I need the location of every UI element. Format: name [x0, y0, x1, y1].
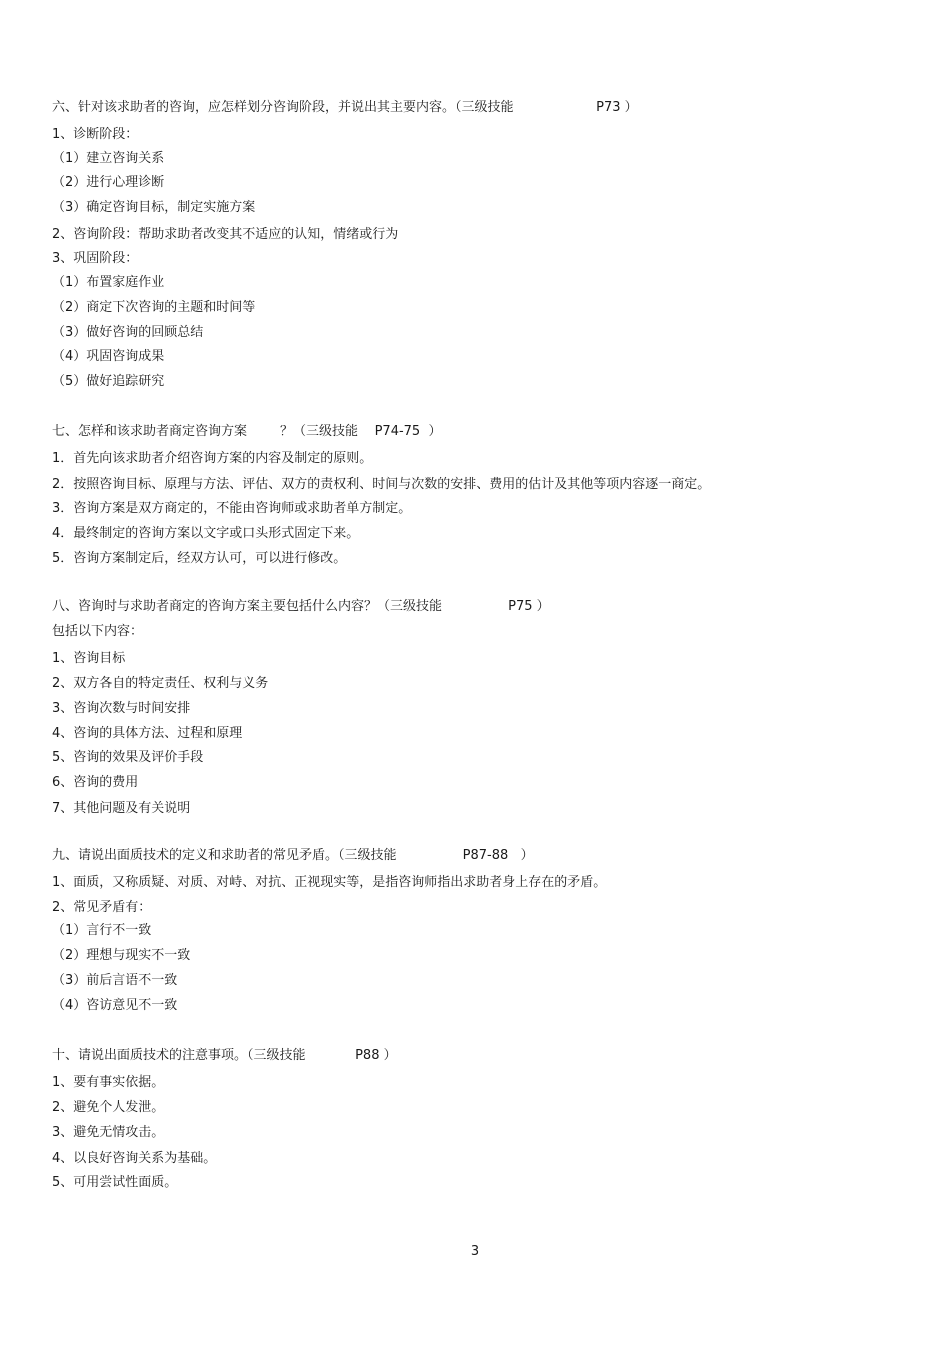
section-6-line: （3）确定咨询目标，制定实施方案: [52, 200, 256, 215]
section-8-line: 包括以下内容：: [52, 624, 144, 639]
section-7-line: 4．最终制定的咨询方案以文字或口头形式固定下来。: [52, 526, 360, 541]
section-10-line: 3、避免无情攻击。: [52, 1125, 165, 1140]
section-8-line: 7、其他问题及有关说明: [52, 801, 191, 816]
section-10-heading: 十、请说出面质技术的注意事项。（三级技能 P88 ）: [52, 1048, 397, 1063]
section-6-line: （4）巩固咨询成果: [52, 349, 165, 364]
section-6-line: 3、巩固阶段：: [52, 251, 139, 266]
section-6-line: 2、咨询阶段：帮助求助者改变其不适应的认知，情绪或行为: [52, 227, 399, 242]
section-9-line: （2）理想与现实不一致: [52, 948, 191, 963]
section-6-line: （3）做好咨询的回顾总结: [52, 325, 204, 340]
section-6-line: 1、诊断阶段：: [52, 127, 139, 142]
section-8-heading: 八、咨询时与求助者商定的咨询方案主要包括什么内容？（三级技能 P75 ）: [52, 599, 550, 614]
section-8-line: 2、双方各自的特定责任、权利与义务: [52, 676, 269, 691]
section-6-line: （1）建立咨询关系: [52, 151, 165, 166]
section-7-line: 3．咨询方案是双方商定的，不能由咨询师或求助者单方制定。: [52, 501, 412, 516]
section-10-line: 1、要有事实依据。: [52, 1075, 165, 1090]
section-7-line: 5．咨询方案制定后，经双方认可，可以进行修改。: [52, 551, 347, 566]
section-7-line: 1．首先向该求助者介绍咨询方案的内容及制定的原则。: [52, 451, 373, 466]
section-7-heading: 七、怎样和该求助者商定咨询方案 ？（三级技能 P74-75 ）: [52, 424, 442, 439]
section-9-line: 1、面质，又称质疑、对质、对峙、对抗、正视现实等，是指咨询师指出求助者身上存在的矛盾。: [52, 875, 607, 890]
section-10-line: 4、以良好咨询关系为基础。: [52, 1151, 217, 1166]
section-8-line: 5、咨询的效果及评价手段: [52, 750, 204, 765]
section-9-line: 2、常见矛盾有：: [52, 900, 152, 915]
section-6-line: （2）进行心理诊断: [52, 175, 165, 190]
section-9-heading: 九、请说出面质技术的定义和求助者的常见矛盾。（三级技能 P87-88 ）: [52, 848, 534, 863]
section-10-line: 2、避免个人发泄。: [52, 1100, 165, 1115]
section-6-heading: 六、针对该求助者的咨询，应怎样划分咨询阶段，并说出其主要内容。（三级技能 P73 ）: [52, 100, 638, 115]
section-7-line: 2．按照咨询目标、原理与方法、评估、双方的责权利、时间与次数的安排、费用的估计及其他等项内容逐一商定。: [52, 477, 711, 492]
section-10-line: 5、可用尝试性面质。: [52, 1175, 178, 1190]
section-8-line: 6、咨询的费用: [52, 775, 139, 790]
section-6-line: （1）布置家庭作业: [52, 275, 165, 290]
section-6-line: （5）做好追踪研究: [52, 374, 165, 389]
section-9-line: （1）言行不一致: [52, 923, 152, 938]
section-9-line: （4）咨访意见不一致: [52, 998, 178, 1013]
section-8-line: 1、咨询目标: [52, 651, 126, 666]
section-8-line: 3、咨询次数与时间安排: [52, 701, 191, 716]
page-number: 3: [470, 1244, 480, 1259]
section-8-line: 4、咨询的具体方法、过程和原理: [52, 726, 243, 741]
section-6-line: （2）商定下次咨询的主题和时间等: [52, 300, 256, 315]
section-9-line: （3）前后言语不一致: [52, 973, 178, 988]
